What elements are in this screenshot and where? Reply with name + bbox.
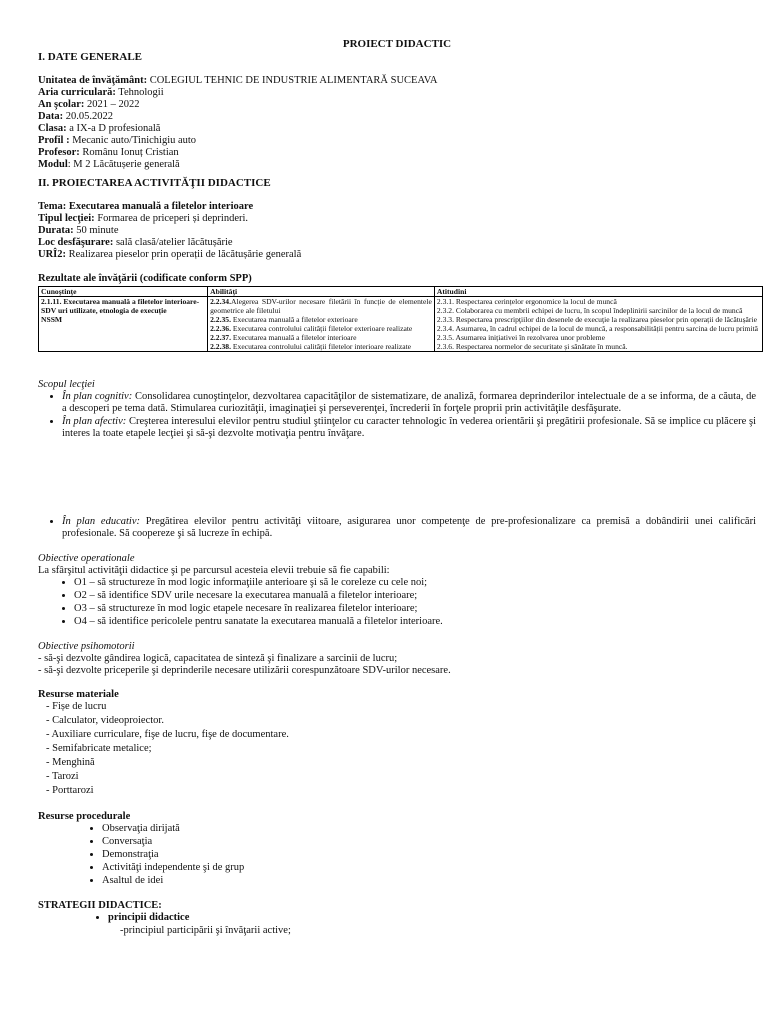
- list-item: • Activităţi independente şi de grup: [102, 862, 756, 874]
- list-item: • Observaţia dirijată: [102, 823, 756, 835]
- knowledge-cell: [39, 297, 208, 352]
- list-item: • principii didactice: [108, 912, 756, 924]
- list-item: - Tarozi: [46, 771, 756, 783]
- list-item: - Porttarozi: [46, 785, 756, 797]
- skill-item: 2.2.36. Executarea controlului calității filetelor exterioare realizate: [210, 324, 413, 333]
- general-row-class: Clasa: a IX-a D profesională: [38, 123, 161, 134]
- attitude-item: 2.3.5. Asumarea inițiativei în rezolvarea unor probleme: [436, 333, 605, 342]
- material-heading: Resurse materiale: [38, 689, 119, 700]
- attitudes-cell: [434, 297, 762, 352]
- skill-item: 2.2.38. Executarea controlului calității filetelor interioare realizate: [210, 342, 412, 351]
- lesson-data: [38, 201, 756, 261]
- skill-item: 2.2.34.Alegerea SDV-urilor necesare filetării în funcție de elementele geometrice ale filetului: [210, 297, 432, 315]
- general-row-unit: Unitatea de învăţământ: COLEGIUL TEHNIC DE INDUSTRIE ALIMENTARĂ SUCEAVA: [38, 75, 438, 86]
- attitude-item: 2.3.4. Asumarea, în cadrul echipei de la locul de muncă, a responsabilității pentru sarcina de lucru primită: [436, 324, 759, 333]
- section-design-heading: II. PROIECTAREA ACTIVITĂŢII DIDACTICE: [38, 177, 271, 189]
- skills-cell: [208, 297, 435, 352]
- psycho-item: - să-şi dezvolte gândirea logică, capacitatea de sinteză şi finalizare a sarcinii de lucru;: [38, 653, 398, 664]
- attitude-item: 2.3.2. Colaborarea cu membrii echipei de lucru, în scopul îndeplinirii sarcinilor de la locul de muncă: [436, 306, 743, 315]
- list-item: - Fișe de lucru: [46, 701, 756, 713]
- document-page: [38, 38, 759, 937]
- section-general-heading: I. DATE GENERALE: [38, 51, 143, 63]
- attitude-item: 2.3.6. Respectarea normelor de securitate și sănătate în muncă.: [436, 342, 628, 351]
- skill-item: 2.2.37. Executarea manuală a filetelor interioare: [210, 333, 357, 342]
- lesson-duration: Durata: 50 minute: [38, 225, 119, 236]
- list-item: - Menghină: [46, 757, 756, 769]
- general-row-module: Modul: M 2 Lăcătușerie generală: [38, 159, 180, 170]
- psycho-item: - să-şi dezvolte priceperile şi deprinderile necesare utilizării corespunzătoare SDV-urilor necesare.: [38, 665, 451, 676]
- general-data: [38, 75, 756, 171]
- scope-educative-list: [38, 516, 756, 540]
- procedural-heading: Resurse procedurale: [38, 811, 131, 822]
- knowledge-nssm: NSSM: [41, 315, 63, 324]
- strategies-principle: -principiul participării şi învăţarii active;: [120, 925, 291, 936]
- list-item: • O4 – să identifice pericolele pentru sanatate la executarea manuală a filetelor interioare.: [74, 616, 756, 628]
- knowledge-text: 2.1.11. Executarea manuală a filetelor interioare- SDV uri utilizate, etnologia de execuție: [41, 297, 200, 315]
- general-row-date: Data: 20.05.2022: [38, 111, 113, 122]
- list-item: - Semifabricate metalice;: [46, 743, 756, 755]
- list-item: - Auxiliare curriculare, fişe de lucru, fişe de documentare.: [46, 729, 756, 741]
- lesson-location: Loc desfăşurare: sală clasă/atelier lăcătușărie: [38, 237, 233, 248]
- list-item: • Demonstraţia: [102, 849, 756, 861]
- objectives-heading: Obiective operationale: [38, 553, 135, 564]
- objectives-intro: La sfârşitul activităţii didactice şi pe parcursul acesteia elevii trebuie să fie capabili:: [38, 565, 390, 576]
- list-item: - Calculator, videoproiector.: [46, 715, 756, 727]
- psycho-heading: Obiective psihomotorii: [38, 641, 135, 652]
- scope-list: [38, 391, 756, 440]
- procedural-list: [38, 823, 756, 887]
- results-heading: Rezultate ale învăţării (codificate conform SPP): [38, 273, 252, 284]
- attitude-item: 2.3.1. Respectarea cerințelor ergonomice la locul de muncă: [436, 297, 617, 306]
- document-title: PROIECT DIDACTIC: [342, 38, 452, 50]
- list-item: • Conversaţia: [102, 836, 756, 848]
- table-row: [39, 297, 763, 352]
- table-header-skills: Abilităţi: [208, 287, 435, 297]
- table-header-attitudes: Atitudini: [434, 287, 762, 297]
- list-item: • În plan cognitiv: Consolidarea cunoştinţelor, dezvoltarea capacităţilor de sistematizare, de analiză, formarea deprinderilor intelectuale de a se informa, de a căuta, de a descoperi pe tema dată. Stimularea curiozităţii, imaginaţiei şi perseverenţei, încrederii în forţele proprii prin activităţile desfăşurate.: [62, 391, 756, 415]
- material-list: [38, 701, 756, 797]
- lesson-uri: URÎ2: Realizarea pieselor prin operații de lăcătușărie generală: [38, 249, 302, 260]
- scope-heading: Scopul lecţiei: [38, 379, 95, 390]
- table-header-row: [39, 287, 763, 297]
- strategies-heading: STRATEGII DIDACTICE:: [38, 900, 162, 911]
- list-item: • Asaltul de idei: [102, 875, 756, 887]
- attitude-item: 2.3.3. Respectarea prescripţiilor din desenele de execuţie la realizarea pieselor prin operații de lăcătușărie: [436, 315, 757, 324]
- general-row-profile: Profil : Mecanic auto/Tinichigiu auto: [38, 135, 197, 146]
- list-item: • În plan educativ: Pregătirea elevilor pentru activităţi viitoare, asigurarea unor competenţe de pre-profesionalizare ca premisă a dobândirii unei calificări profesionale. Să coopereze şi să lucreze în echipă.: [62, 516, 756, 540]
- table-header-knowledge: Cunoştinţe: [39, 287, 208, 297]
- objectives-list: [38, 577, 756, 628]
- strategies-list: [38, 912, 756, 924]
- list-item: • O2 – să identifice SDV urile necesare la executarea manuală a filetelor interioare;: [74, 590, 756, 602]
- general-row-year: An şcolar: 2021 – 2022: [38, 99, 140, 110]
- list-item: • O1 – să structureze în mod logic informaţiile anterioare şi să le coreleze cu cele noi;: [74, 577, 756, 589]
- skill-item: 2.2.35. Executarea manuală a filetelor exterioare: [210, 315, 358, 324]
- lesson-type: Tipul lecţiei: Formarea de priceperi și deprinderi.: [38, 213, 249, 224]
- list-item: • În plan afectiv: Creşterea interesului elevilor pentru studiul ştiinţelor cu caracter tehnologic în vederea orientării şi pregătirii profesionale. Să se implice cu plăcere şi interes la toate etapele lecţiei şi să-şi dezvolte motivaţia pentru învăţare.: [62, 416, 756, 440]
- learning-results-table: [38, 286, 763, 352]
- lesson-theme: Tema: Executarea manuală a filetelor interioare: [38, 201, 254, 212]
- general-row-teacher: Profesor: Românu Ionuț Cristian: [38, 147, 179, 158]
- general-row-area: Aria curriculară: Tehnologii: [38, 87, 164, 98]
- list-item: • O3 – să structureze în mod logic etapele necesare în realizarea filetelor interioare;: [74, 603, 756, 615]
